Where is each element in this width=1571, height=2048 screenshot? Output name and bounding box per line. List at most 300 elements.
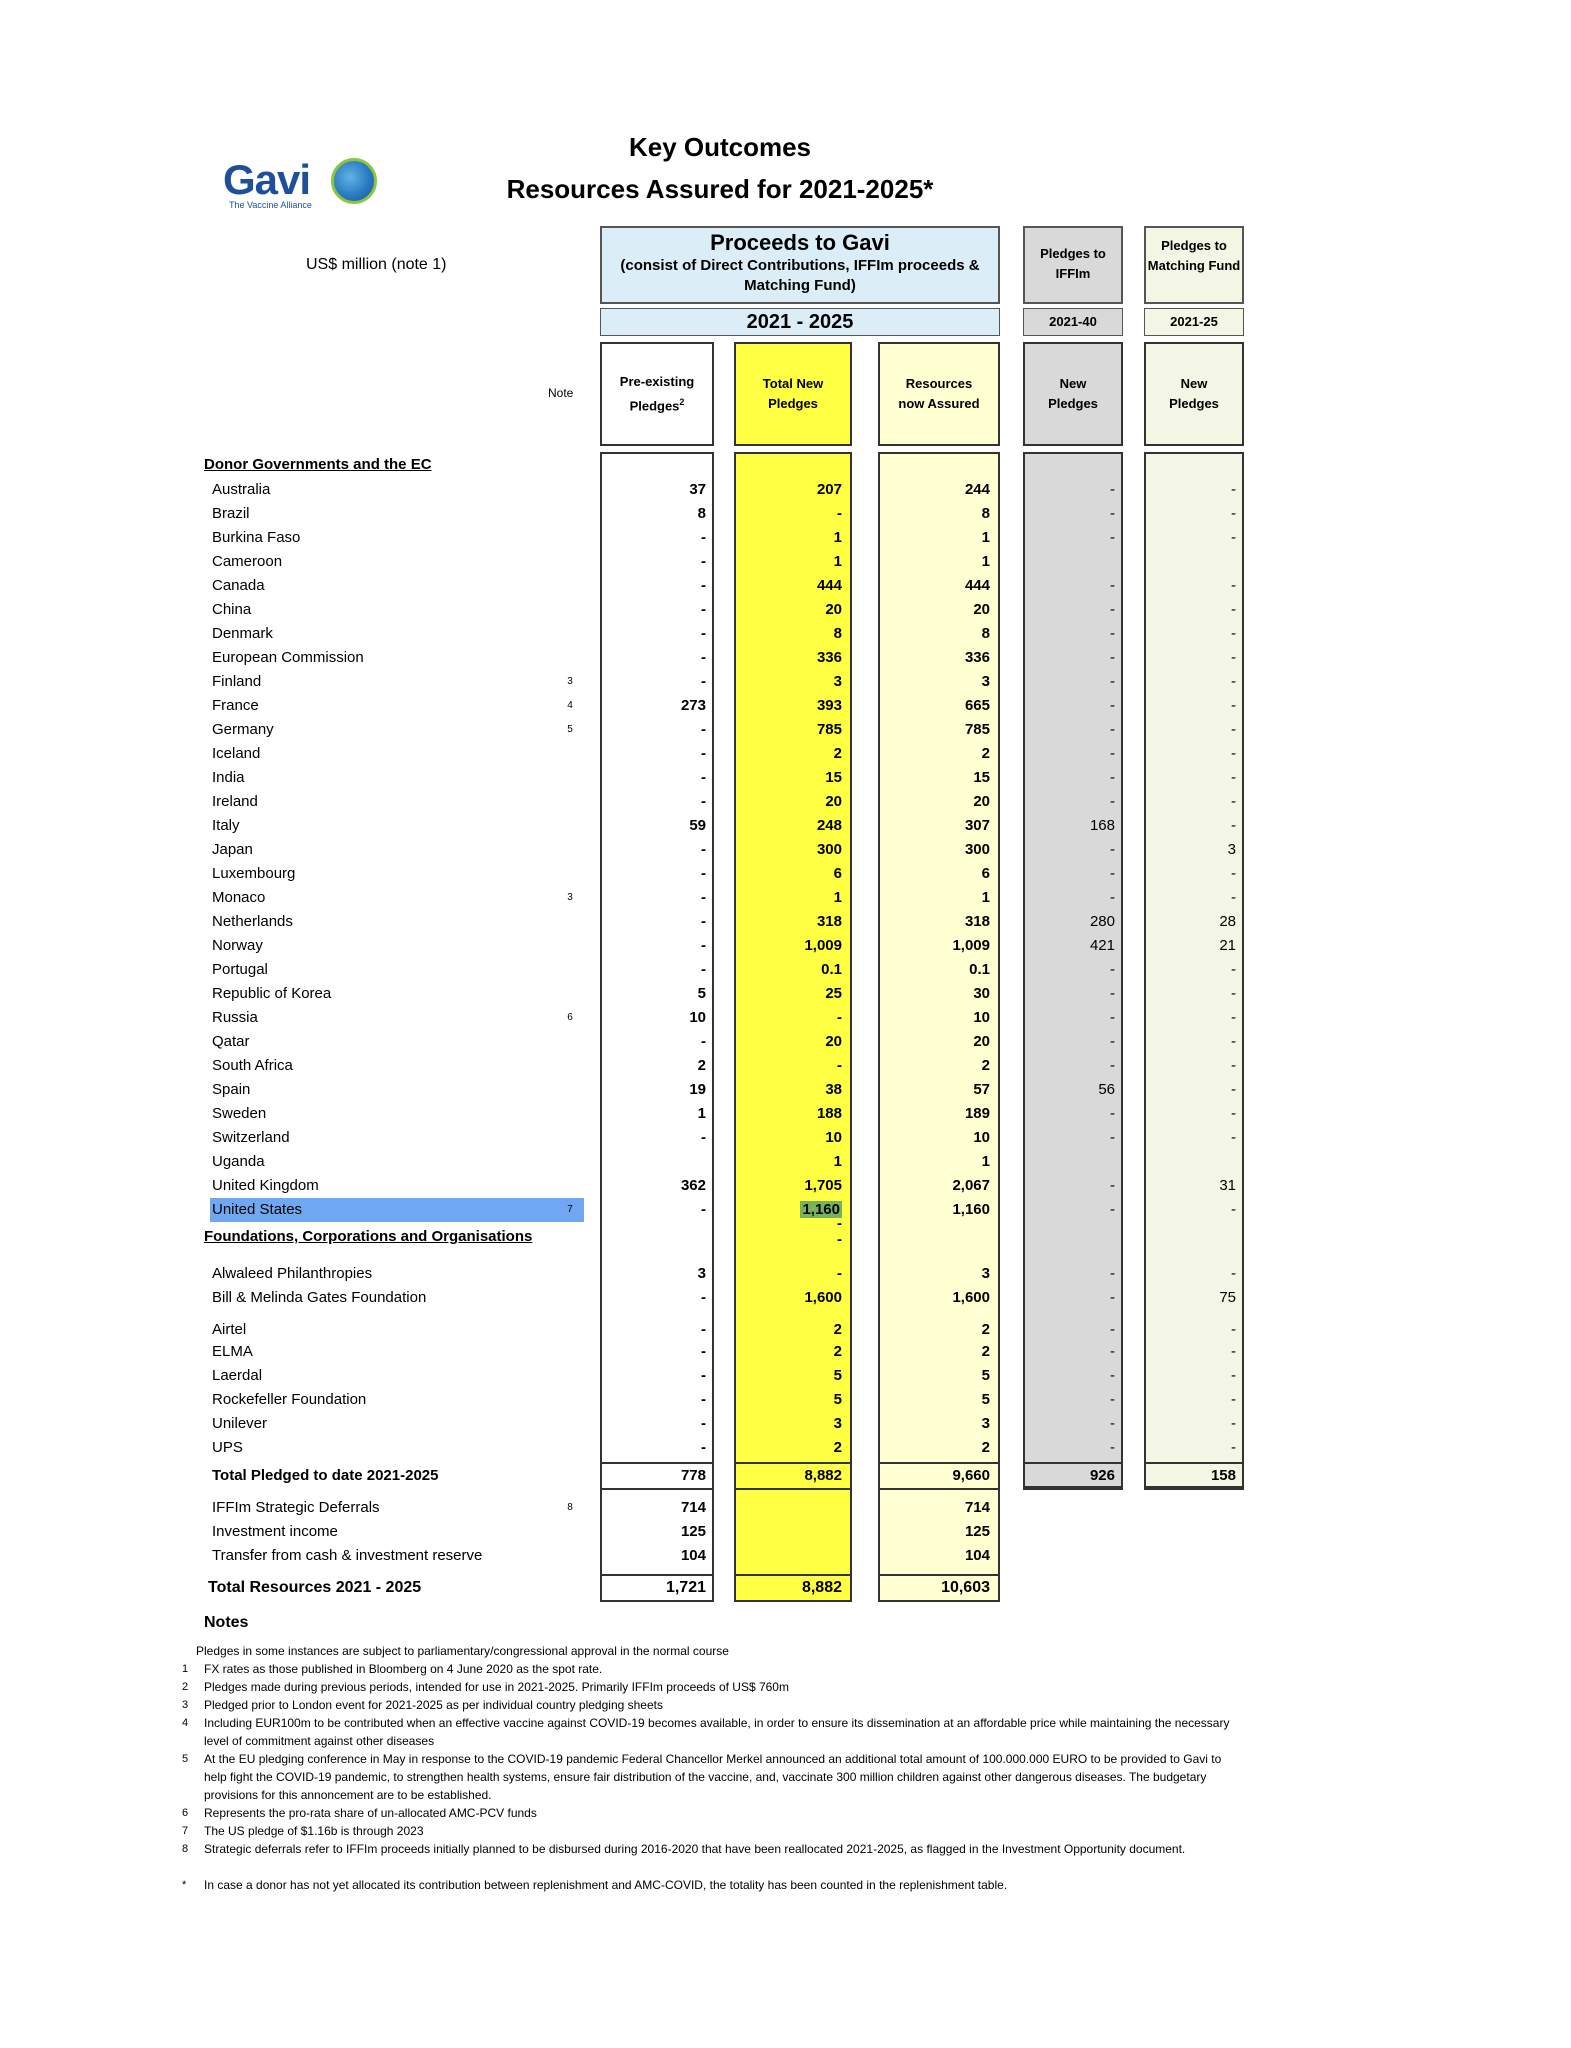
cell-new-match: - bbox=[1231, 625, 1236, 642]
cell-resources: 10 bbox=[973, 1129, 990, 1146]
cell-total-new: 3 bbox=[833, 673, 842, 690]
row-note: 3 bbox=[567, 892, 573, 903]
cell-total-new: 3 bbox=[833, 1415, 842, 1432]
cell-resources: 714 bbox=[964, 1499, 990, 1516]
cell-new-ifflm: - bbox=[1110, 649, 1115, 666]
row-label: United States bbox=[210, 1198, 584, 1222]
note-marker: 1 bbox=[182, 1663, 189, 1675]
cell-new-ifflm: - bbox=[1110, 601, 1115, 618]
cell-pre-existing: - bbox=[701, 601, 706, 618]
cell-total-new: 25 bbox=[825, 985, 842, 1002]
cell-resources: 8 bbox=[981, 505, 990, 522]
row-note: 6 bbox=[567, 1012, 573, 1023]
table-row bbox=[0, 1496, 1571, 1520]
gap-dash: - bbox=[837, 1231, 842, 1248]
row-label: Netherlands bbox=[212, 913, 293, 930]
note-marker: 6 bbox=[182, 1807, 189, 1819]
row-note: 3 bbox=[567, 676, 573, 687]
row-label: Investment income bbox=[212, 1523, 338, 1540]
proceeds-subtitle: (consist of Direct Contributions, IFFIm proceeds & Matching Fund) bbox=[620, 257, 980, 294]
cell-pre-existing: 5 bbox=[697, 985, 706, 1002]
cell-resources: 300 bbox=[964, 841, 990, 858]
row-label: UPS bbox=[212, 1439, 243, 1456]
row-label: Unilever bbox=[212, 1415, 268, 1432]
cell-new-ifflm: - bbox=[1110, 793, 1115, 810]
table-row bbox=[0, 1520, 1571, 1544]
cell-resources: 5 bbox=[981, 1391, 990, 1408]
cell-new-match: - bbox=[1231, 1321, 1236, 1338]
cell-pre-existing: 3 bbox=[697, 1265, 706, 1282]
cell-resources: 3 bbox=[981, 1415, 990, 1432]
cell-new-match: - bbox=[1231, 673, 1236, 690]
note-text: Pledges in some instances are subject to parliamentary/congressional approval in the normal course bbox=[196, 1644, 729, 1658]
ifflm-header: Pledges to IFFIm bbox=[1023, 226, 1123, 304]
table-row bbox=[0, 1150, 1571, 1174]
cell-pre-existing: - bbox=[701, 793, 706, 810]
table-row bbox=[0, 1030, 1571, 1054]
globe-icon bbox=[331, 158, 377, 204]
cell-pre-existing: 10 bbox=[689, 1009, 706, 1026]
total-pledged-n2: 158 bbox=[1210, 1467, 1236, 1484]
section-foundations: Foundations, Corporations and Organisations bbox=[204, 1228, 533, 1245]
total-pledged-row bbox=[0, 1462, 1571, 1490]
col-header-pre-sup: 2 bbox=[679, 396, 685, 407]
cell-pre-existing: - bbox=[701, 745, 706, 762]
cell-pre-existing: 362 bbox=[680, 1177, 706, 1194]
note-text: In case a donor has not yet allocated its contribution between replenishment and AMC-COVID, the totality has been counted in the replenishment table. bbox=[204, 1878, 1008, 1892]
table-row bbox=[0, 1340, 1571, 1364]
proceeds-header bbox=[600, 226, 1000, 304]
cell-total-new: 1 bbox=[833, 889, 842, 906]
row-label: Norway bbox=[212, 937, 263, 954]
cell-new-match: - bbox=[1231, 601, 1236, 618]
cell-resources: 1 bbox=[981, 889, 990, 906]
table-row bbox=[0, 1006, 1571, 1030]
note-marker: 2 bbox=[182, 1681, 189, 1693]
table-row bbox=[0, 550, 1571, 574]
note-marker: 3 bbox=[182, 1699, 189, 1711]
cell-pre-existing: - bbox=[701, 1367, 706, 1384]
row-note: 5 bbox=[567, 724, 573, 735]
cell-pre-existing: - bbox=[701, 553, 706, 570]
cell-new-match: - bbox=[1231, 1439, 1236, 1456]
cell-pre-existing: - bbox=[701, 1129, 706, 1146]
table-row bbox=[0, 862, 1571, 886]
cell-total-new: 2 bbox=[833, 1343, 842, 1360]
row-label: Transfer from cash & investment reserve bbox=[212, 1547, 483, 1564]
cell-resources: 6 bbox=[981, 865, 990, 882]
cell-new-ifflm: - bbox=[1110, 1289, 1115, 1306]
cell-new-ifflm: - bbox=[1110, 961, 1115, 978]
unit-label: US$ million (note 1) bbox=[306, 256, 447, 273]
cell-new-ifflm: - bbox=[1110, 529, 1115, 546]
total-resources-tot: 8,882 bbox=[801, 1579, 842, 1596]
row-label: Brazil bbox=[212, 505, 250, 522]
cell-new-ifflm: - bbox=[1110, 1105, 1115, 1122]
total-pledged-pre: 778 bbox=[680, 1467, 706, 1484]
cell-resources: 1,160 bbox=[952, 1201, 990, 1218]
cell-pre-existing: 19 bbox=[689, 1081, 706, 1098]
cell-pre-existing: - bbox=[701, 577, 706, 594]
cell-new-ifflm: - bbox=[1110, 673, 1115, 690]
total-pledged-label: Total Pledged to date 2021-2025 bbox=[212, 1467, 439, 1484]
page-title: Key Outcomes bbox=[628, 132, 812, 162]
total-pledged-tot: 8,882 bbox=[804, 1467, 842, 1484]
table-row bbox=[0, 886, 1571, 910]
row-label: Alwaleed Philanthropies bbox=[212, 1265, 373, 1282]
cell-new-match: - bbox=[1231, 817, 1236, 834]
cell-pre-existing: - bbox=[701, 625, 706, 642]
cell-resources: 20 bbox=[973, 601, 990, 618]
table-row bbox=[0, 598, 1571, 622]
table-row bbox=[0, 982, 1571, 1006]
row-label: Bill & Melinda Gates Foundation bbox=[212, 1289, 427, 1306]
cell-new-match: 28 bbox=[1219, 913, 1236, 930]
note-marker: 5 bbox=[182, 1753, 189, 1765]
cell-new-ifflm: 168 bbox=[1089, 817, 1115, 834]
cell-new-ifflm: 421 bbox=[1089, 937, 1115, 954]
table-row bbox=[0, 718, 1571, 742]
table-row bbox=[0, 1078, 1571, 1102]
cell-resources: 2 bbox=[981, 1057, 990, 1074]
note-text: The US pledge of $1.16b is through 2023 bbox=[204, 1824, 424, 1838]
table-row bbox=[0, 694, 1571, 718]
table-row bbox=[0, 1412, 1571, 1436]
cell-resources: 125 bbox=[964, 1523, 990, 1540]
cell-pre-existing: - bbox=[701, 649, 706, 666]
col-header-new-ifflm bbox=[1023, 342, 1123, 446]
cell-pre-existing: - bbox=[701, 529, 706, 546]
note-text: Pledges made during previous periods, intended for use in 2021-2025. Primarily IFFIm proceeds of US$ 760m bbox=[204, 1680, 789, 1694]
cell-resources: 2,067 bbox=[952, 1177, 990, 1194]
cell-pre-existing: - bbox=[701, 1321, 706, 1338]
row-label: Luxembourg bbox=[212, 865, 296, 882]
cell-resources: 189 bbox=[964, 1105, 990, 1122]
cell-new-ifflm: - bbox=[1110, 1009, 1115, 1026]
cell-new-ifflm: - bbox=[1110, 1439, 1115, 1456]
total-pledged-n1: 926 bbox=[1089, 1467, 1115, 1484]
cell-total-new: 38 bbox=[825, 1081, 842, 1098]
cell-new-ifflm: - bbox=[1110, 1343, 1115, 1360]
cell-new-match: 3 bbox=[1227, 841, 1236, 858]
cell-pre-existing: 37 bbox=[689, 481, 706, 498]
row-note: 8 bbox=[567, 1502, 573, 1513]
col-header-pre-existing bbox=[600, 342, 714, 446]
cell-pre-existing: - bbox=[701, 1415, 706, 1432]
logo-word: Gavi bbox=[223, 156, 311, 203]
cell-new-match: - bbox=[1231, 745, 1236, 762]
cell-new-match: - bbox=[1231, 1343, 1236, 1360]
cell-total-new: 207 bbox=[816, 481, 842, 498]
cell-new-match: - bbox=[1231, 697, 1236, 714]
table-row bbox=[0, 934, 1571, 958]
cell-total-new: 20 bbox=[825, 601, 842, 618]
cell-resources: 0.1 bbox=[969, 961, 990, 978]
cell-total-new: 1 bbox=[833, 553, 842, 570]
cell-pre-existing: - bbox=[701, 1391, 706, 1408]
table-row bbox=[0, 1126, 1571, 1150]
cell-total-new-highlight: 1,160 bbox=[802, 1201, 840, 1218]
row-label: Burkina Faso bbox=[212, 529, 301, 546]
cell-total-new: 1,705 bbox=[804, 1177, 842, 1194]
cell-pre-existing: - bbox=[701, 889, 706, 906]
cell-new-match: - bbox=[1231, 1081, 1236, 1098]
cell-new-match: - bbox=[1231, 1057, 1236, 1074]
table-row bbox=[0, 1262, 1571, 1286]
cell-total-new: 20 bbox=[825, 793, 842, 810]
cell-total-new: - bbox=[837, 1057, 842, 1074]
note-text: Represents the pro-rata share of un-allocated AMC-PCV funds bbox=[204, 1806, 537, 1820]
cell-new-ifflm: 56 bbox=[1098, 1081, 1115, 1098]
gavi-logo bbox=[223, 156, 383, 208]
row-label: Russia bbox=[212, 1009, 258, 1026]
cell-total-new: - bbox=[837, 1265, 842, 1282]
cell-pre-existing: - bbox=[701, 1289, 706, 1306]
table-row bbox=[0, 1054, 1571, 1078]
ifflm-period: 2021-40 bbox=[1023, 308, 1123, 336]
cell-resources: 1,009 bbox=[952, 937, 990, 954]
cell-pre-existing: - bbox=[701, 1439, 706, 1456]
cell-resources: 1,600 bbox=[952, 1289, 990, 1306]
page-subtitle: Resources Assured for 2021-2025* bbox=[506, 174, 934, 204]
cell-new-match: - bbox=[1231, 721, 1236, 738]
table-row bbox=[0, 958, 1571, 982]
total-pledged-res: 9,660 bbox=[952, 1467, 990, 1484]
row-label: France bbox=[212, 697, 259, 714]
row-label: Cameroon bbox=[212, 553, 283, 570]
row-label: Finland bbox=[212, 673, 262, 690]
cell-new-match: - bbox=[1231, 1265, 1236, 1282]
table-row bbox=[0, 838, 1571, 862]
cell-pre-existing: - bbox=[701, 961, 706, 978]
cell-new-match: - bbox=[1231, 1009, 1236, 1026]
row-label: Monaco bbox=[212, 889, 266, 906]
table-row bbox=[0, 1102, 1571, 1126]
cell-total-new: 1,600 bbox=[804, 1289, 842, 1306]
cell-resources: 1 bbox=[981, 553, 990, 570]
cell-new-ifflm: - bbox=[1110, 865, 1115, 882]
cell-resources: 5 bbox=[981, 1367, 990, 1384]
cell-resources: 2 bbox=[981, 1321, 990, 1338]
cell-total-new: 5 bbox=[833, 1367, 842, 1384]
cell-new-match: - bbox=[1231, 649, 1236, 666]
cell-new-ifflm: - bbox=[1110, 1321, 1115, 1338]
proceeds-period: 2021 - 2025 bbox=[600, 308, 1000, 336]
row-label: ELMA bbox=[212, 1343, 253, 1360]
row-label: South Africa bbox=[212, 1057, 293, 1074]
cell-pre-existing: 1 bbox=[697, 1105, 706, 1122]
row-label: Denmark bbox=[212, 625, 273, 642]
cell-new-match: - bbox=[1231, 505, 1236, 522]
cell-total-new: 300 bbox=[816, 841, 842, 858]
row-label: Iceland bbox=[212, 745, 261, 762]
row-label: IFFIm Strategic Deferrals bbox=[212, 1499, 380, 1516]
row-label: India bbox=[212, 769, 245, 786]
matching-fund-header: Pledges to Matching Fund bbox=[1144, 226, 1244, 304]
cell-new-ifflm: - bbox=[1110, 577, 1115, 594]
cell-pre-existing: - bbox=[701, 1033, 706, 1050]
cell-resources: 20 bbox=[973, 793, 990, 810]
proceeds-title: Proceeds to Gavi bbox=[710, 230, 890, 255]
cell-total-new: 785 bbox=[816, 721, 842, 738]
table-row bbox=[0, 526, 1571, 550]
table-row bbox=[0, 574, 1571, 598]
note-column-header: Note bbox=[548, 386, 574, 400]
col-header-pre-label: Pre-existing Pledges bbox=[619, 373, 695, 414]
cell-new-match: 31 bbox=[1219, 1177, 1236, 1194]
row-label: Portugal bbox=[212, 961, 268, 978]
table-row bbox=[0, 1174, 1571, 1198]
cell-total-new: 248 bbox=[816, 817, 842, 834]
cell-new-ifflm: - bbox=[1110, 505, 1115, 522]
cell-new-ifflm: - bbox=[1110, 985, 1115, 1002]
cell-resources: 307 bbox=[964, 817, 990, 834]
table-row bbox=[0, 742, 1571, 766]
col-header-tot-label: Total New Pledges bbox=[762, 376, 824, 411]
row-label: Rockefeller Foundation bbox=[212, 1391, 367, 1408]
cell-pre-existing: 2 bbox=[697, 1057, 706, 1074]
row-label: Ireland bbox=[212, 793, 258, 810]
row-label: Italy bbox=[212, 817, 240, 834]
cell-resources: 1 bbox=[981, 529, 990, 546]
table-row bbox=[0, 1364, 1571, 1388]
gap-dash: - bbox=[837, 1215, 842, 1232]
cell-pre-existing: - bbox=[701, 1343, 706, 1360]
cell-resources: 785 bbox=[964, 721, 990, 738]
total-resources-row bbox=[0, 1574, 1571, 1602]
cell-total-new: 2 bbox=[833, 745, 842, 762]
row-label: Uganda bbox=[212, 1153, 265, 1170]
col-header-resources bbox=[878, 342, 1000, 446]
cell-total-new: 8 bbox=[833, 625, 842, 642]
cell-new-ifflm: - bbox=[1110, 1265, 1115, 1282]
row-note: 4 bbox=[567, 700, 573, 711]
row-label: United Kingdom bbox=[212, 1177, 319, 1194]
row-label: Australia bbox=[212, 481, 271, 498]
table-row bbox=[0, 814, 1571, 838]
cell-new-ifflm: - bbox=[1110, 1129, 1115, 1146]
cell-total-new: 444 bbox=[816, 577, 842, 594]
cell-new-match: - bbox=[1231, 1105, 1236, 1122]
row-label: European Commission bbox=[212, 649, 364, 666]
row-label: Laerdal bbox=[212, 1367, 263, 1384]
table-row bbox=[0, 1436, 1571, 1460]
total-resources-pre: 1,721 bbox=[665, 1579, 706, 1596]
cell-pre-existing: - bbox=[701, 1201, 706, 1218]
cell-total-new: 15 bbox=[825, 769, 842, 786]
row-note: 7 bbox=[567, 1204, 573, 1215]
cell-new-ifflm: - bbox=[1110, 1177, 1115, 1194]
cell-new-ifflm: - bbox=[1110, 1201, 1115, 1218]
cell-new-match: - bbox=[1231, 1129, 1236, 1146]
table-row bbox=[0, 646, 1571, 670]
cell-total-new: - bbox=[837, 505, 842, 522]
cell-total-new: 6 bbox=[833, 865, 842, 882]
col-header-total-new bbox=[734, 342, 852, 446]
cell-pre-existing: 104 bbox=[680, 1547, 706, 1564]
cell-new-match: - bbox=[1231, 769, 1236, 786]
note-text: At the EU pledging conference in May in response to the COVID-19 pandemic Federal Chancellor Merkel announced an additional total amount of 100.000.000 EURO to be provided to Gavi to help fight the COVID-19 pandemic, to strengthen health systems, ensure fair distribution of the vaccine, and, vaccinate 300 million children against other dangerous diseases. The budgetary provisions for this annoncement are to be established. bbox=[204, 1752, 1222, 1802]
cell-new-ifflm: - bbox=[1110, 841, 1115, 858]
cell-total-new: 0.1 bbox=[821, 961, 842, 978]
note-marker: * bbox=[182, 1879, 187, 1891]
table-row bbox=[0, 622, 1571, 646]
col-header-new1-label: New Pledges bbox=[1048, 376, 1098, 411]
table-row bbox=[0, 670, 1571, 694]
cell-new-ifflm: - bbox=[1110, 745, 1115, 762]
cell-total-new: 188 bbox=[816, 1105, 842, 1122]
cell-resources: 57 bbox=[973, 1081, 990, 1098]
total-resources-res: 10,603 bbox=[941, 1579, 990, 1596]
cell-pre-existing: - bbox=[701, 937, 706, 954]
cell-resources: 20 bbox=[973, 1033, 990, 1050]
logo-tagline: The Vaccine Alliance bbox=[229, 200, 312, 210]
cell-resources: 3 bbox=[981, 1265, 990, 1282]
table-row bbox=[0, 910, 1571, 934]
note-marker: 7 bbox=[182, 1825, 189, 1837]
cell-pre-existing: - bbox=[701, 673, 706, 690]
cell-new-match: - bbox=[1231, 961, 1236, 978]
cell-total-new: 318 bbox=[816, 913, 842, 930]
cell-total-new: 2 bbox=[833, 1439, 842, 1456]
cell-total-new: 1 bbox=[833, 529, 842, 546]
cell-pre-existing: - bbox=[701, 841, 706, 858]
cell-new-match: - bbox=[1231, 481, 1236, 498]
cell-total-new: 1,009 bbox=[804, 937, 842, 954]
cell-resources: 10 bbox=[973, 1009, 990, 1026]
cell-resources: 665 bbox=[964, 697, 990, 714]
matching-fund-period: 2021-25 bbox=[1144, 308, 1244, 336]
cell-resources: 2 bbox=[981, 745, 990, 762]
note-marker: 4 bbox=[182, 1717, 189, 1729]
row-label: China bbox=[212, 601, 252, 618]
cell-total-new: - bbox=[837, 1009, 842, 1026]
cell-new-match: 75 bbox=[1219, 1289, 1236, 1306]
row-label: Qatar bbox=[212, 1033, 250, 1050]
cell-pre-existing: 273 bbox=[680, 697, 706, 714]
cell-resources: 318 bbox=[964, 913, 990, 930]
row-label: Airtel bbox=[212, 1321, 247, 1338]
cell-new-match: - bbox=[1231, 529, 1236, 546]
cell-pre-existing: 714 bbox=[680, 1499, 706, 1516]
col-header-new2-label: New Pledges bbox=[1169, 376, 1219, 411]
cell-resources: 244 bbox=[964, 481, 990, 498]
cell-new-match: - bbox=[1231, 1415, 1236, 1432]
note-text: Strategic deferrals refer to IFFIm proceeds initially planned to be disbursed during 2016-2020 that have been reallocated 2021-2025, as flagged in the Investment Opportunity document. bbox=[204, 1842, 1186, 1856]
cell-new-ifflm: - bbox=[1110, 889, 1115, 906]
total-resources-label: Total Resources 2021 - 2025 bbox=[208, 1579, 422, 1596]
cell-new-ifflm: - bbox=[1110, 697, 1115, 714]
cell-new-ifflm: - bbox=[1110, 481, 1115, 498]
cell-pre-existing: 125 bbox=[680, 1523, 706, 1540]
cell-pre-existing: 8 bbox=[697, 505, 706, 522]
note-marker: 8 bbox=[182, 1843, 189, 1855]
table-row bbox=[0, 1286, 1571, 1310]
cell-new-match: - bbox=[1231, 865, 1236, 882]
cell-new-ifflm: - bbox=[1110, 1415, 1115, 1432]
cell-total-new: 5 bbox=[833, 1391, 842, 1408]
row-label: Germany bbox=[212, 721, 274, 738]
cell-new-match: - bbox=[1231, 889, 1236, 906]
table-row bbox=[0, 1388, 1571, 1412]
cell-new-match: - bbox=[1231, 1201, 1236, 1218]
row-label: Switzerland bbox=[212, 1129, 290, 1146]
row-label: Sweden bbox=[212, 1105, 267, 1122]
notes-title: Notes bbox=[204, 1614, 249, 1631]
row-label: Spain bbox=[212, 1081, 251, 1098]
cell-new-match: - bbox=[1231, 1391, 1236, 1408]
cell-new-match: - bbox=[1231, 1033, 1236, 1050]
